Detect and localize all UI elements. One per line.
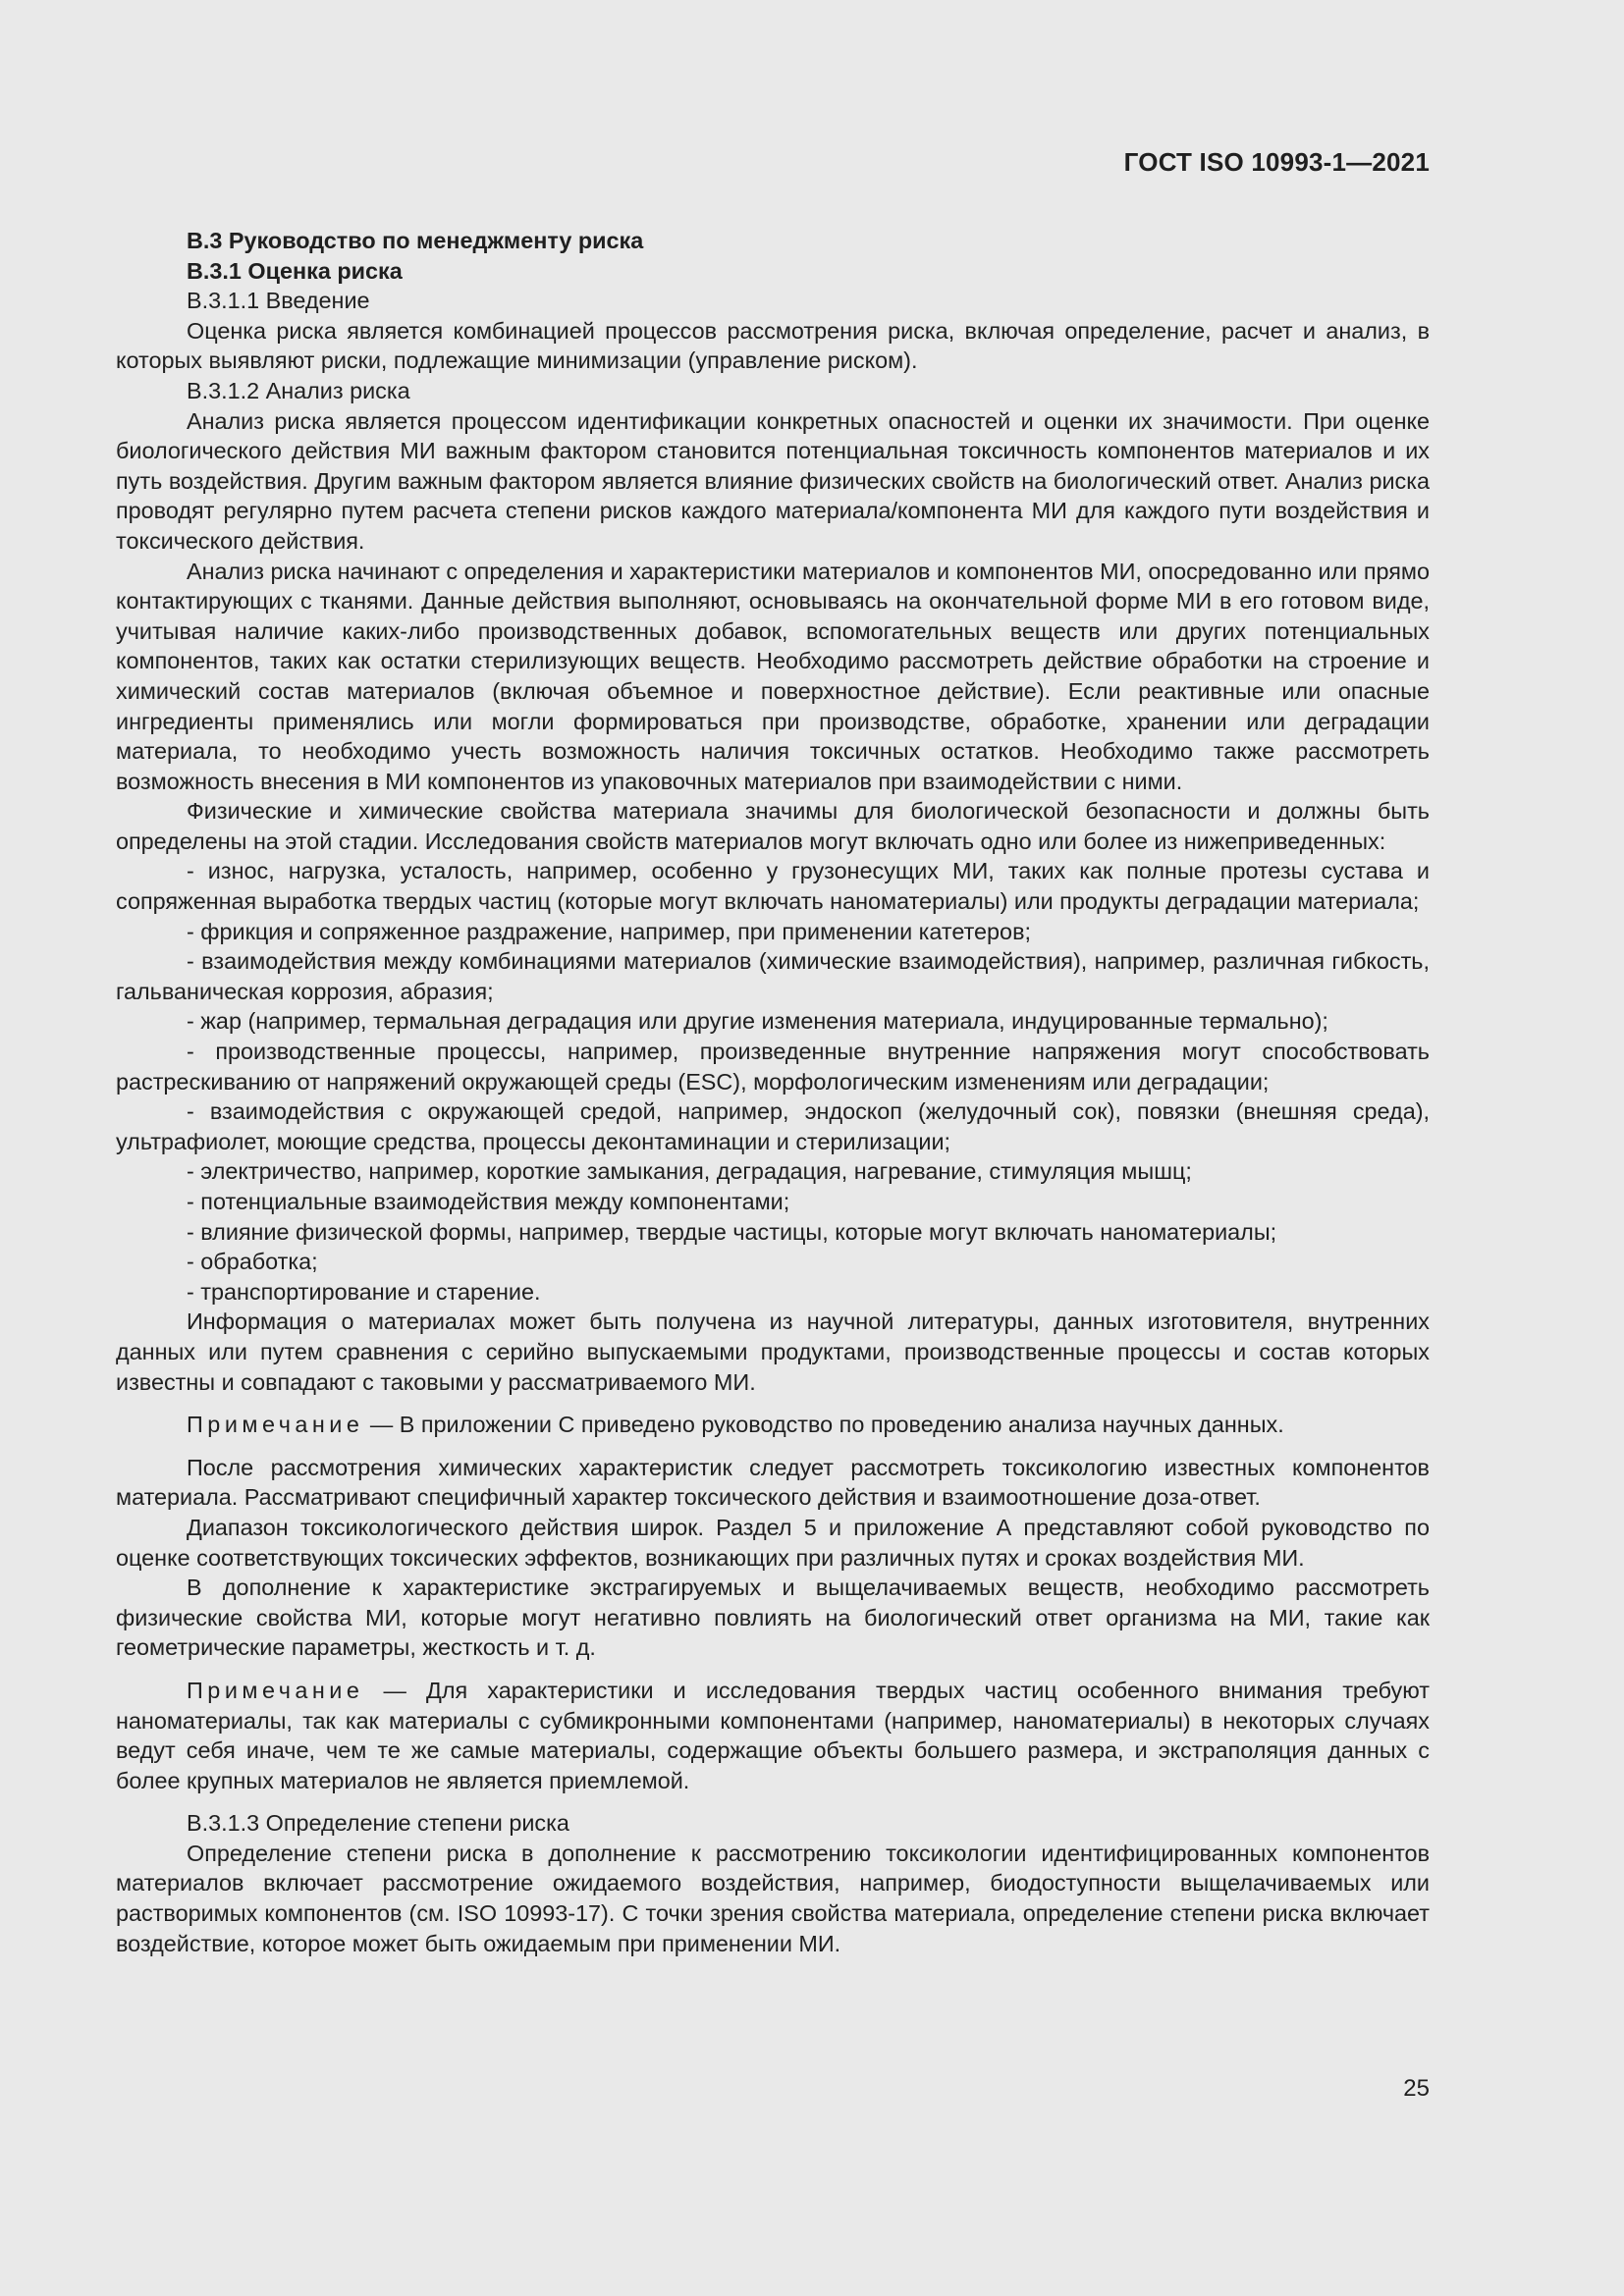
- bullet-item: - потенциальные взаимодействия между компонентами;: [187, 1189, 790, 1214]
- note-label: Примечание: [187, 1677, 364, 1703]
- analysis-paragraph-3: Физические и химические свойства материала значимы для биологической безопасности и должны быть определены на этой стадии. Исследования свойств материалов могут включать одно или более из нижеприведенных:: [116, 798, 1430, 854]
- subsection-title: В.3.1 Оценка риска: [187, 257, 403, 284]
- estimation-heading: В.3.1.3 Определение степени риска: [187, 1810, 569, 1837]
- bullet-item: - электричество, например, короткие замыкания, деградация, нагревание, стимуляция мышц;: [187, 1158, 1192, 1185]
- note-1-text: — В приложении С приведено руководство по проведению анализа научных данных.: [363, 1412, 1284, 1438]
- bullet-item: - транспортирование и старение.: [187, 1278, 541, 1305]
- intro-heading: В.3.1.1 Введение: [187, 288, 370, 314]
- note-1: [116, 1410, 1430, 1440]
- note-2: [116, 1676, 1430, 1795]
- bullet-item: - производственные процессы, например, произведенные внутренние напряжения могут способствовать растрескиванию от напряжений окружающей среды (ESC), морфологическим изменениям или деградации;: [116, 1039, 1430, 1095]
- page-number: 25: [1403, 2075, 1430, 2102]
- page-content: [116, 226, 1430, 1958]
- note-label: Примечание: [187, 1412, 364, 1438]
- intro-paragraph: Оценка риска является комбинацией процессов рассмотрения риска, включая определение, расчет и анализ, в которых выявляют риски, подлежащие минимизации (управление риском).: [116, 317, 1430, 374]
- standard-header: ГОСТ ISO 10993-1—2021: [1123, 147, 1430, 177]
- section-title: В.3 Руководство по менеджменту риска: [187, 228, 644, 253]
- bullet-item: - износ, нагрузка, усталость, например, особенно у грузонесущих МИ, таких как полные протезы сустава и сопряженная выработка твердых частиц (которые могут включать наноматериалы) или продукты деградации материала;: [116, 858, 1430, 915]
- analysis-heading: В.3.1.2 Анализ риска: [187, 377, 410, 403]
- analysis-paragraph-7: В дополнение к характеристике экстрагируемых и выщелачиваемых веществ, необходимо рассмотреть физические свойства МИ, которые могут негативно повлиять на биологический ответ организма на МИ, такие как геометрические параметры, жесткость и т. д.: [116, 1575, 1430, 1661]
- bullet-item: - фрикция и сопряженное раздражение, например, при применении катетеров;: [187, 918, 1031, 944]
- analysis-paragraph-5: После рассмотрения химических характеристик следует рассмотреть токсикологию известных компонентов материала. Рассматривают специфичный характер токсического действия и взаимоотношение доза-ответ.: [116, 1454, 1430, 1511]
- bullet-item: - взаимодействия с окружающей средой, например, эндоскоп (желудочный сок), повязки (внешняя среда), ультрафиолет, моющие средства, процессы деконтаминации и стерилизации;: [116, 1098, 1430, 1154]
- analysis-paragraph-4: Информация о материалах может быть получена из научной литературы, данных изготовителя, внутренних данных или путем сравнения с серийно выпускаемыми продуктами, производственные процессы и состав которых известны и совпадают с таковыми у рассматриваемого МИ.: [116, 1308, 1430, 1395]
- bullet-item: - обработка;: [187, 1249, 318, 1275]
- analysis-paragraph-2: Анализ риска начинают с определения и характеристики материалов и компонентов МИ, опосредованно или прямо контактирующих с тканями. Данные действия выполняют, основываясь на окончательной форме МИ в его готовом виде, учитывая наличие каких-либо производственных добавок, вспомогательных веществ или других потенциальных компонентов, таких как остатки стерилизующих веществ. Необходимо рассмотреть действие обработки на строение и химический состав материалов (включая объемное и поверхностное действие). Если реактивные или опасные ингредиенты применялись или могли формироваться при производстве, обработке, хранении или деградации материала, то необходимо учесть возможность наличия токсичных остатков. Необходимо также рассмотреть возможность внесения в МИ компонентов из упаковочных материалов при взаимодействии с ними.: [116, 558, 1430, 794]
- bullet-item: - влияние физической формы, например, твердые частицы, которые могут включать наноматериалы;: [187, 1218, 1277, 1245]
- analysis-paragraph-6: Диапазон токсикологического действия широк. Раздел 5 и приложение А представляют собой руководство по оценке соответствующих токсических эффектов, возникающих при различных путях и сроках воздействия МИ.: [116, 1514, 1430, 1571]
- analysis-paragraph-1: Анализ риска является процессом идентификации конкретных опасностей и оценки их значимости. При оценке биологического действия МИ важным фактором становится потенциальная токсичность компонентов материалов и их путь воздействия. Другим важным фактором является влияние физических свойств на биологический ответ. Анализ риска проводят регулярно путем расчета степени рисков каждого материала/компонента МИ для каждого пути воздействия и токсического действия.: [116, 407, 1430, 554]
- bullet-item: - взаимодействия между комбинациями материалов (химические взаимодействия), например, различная гибкость, гальваническая коррозия, абразия;: [116, 948, 1430, 1004]
- bullet-item: - жар (например, термальная деградация или другие изменения материала, индуцированные термально);: [187, 1008, 1328, 1035]
- note-2-text: — Для характеристики и исследования твердых частиц особенного внимания требуют наноматериалы, так как материалы с субмикронными компонентами (например, наноматериалы) в некоторых случаях ведут себя иначе, чем те же самые материалы, содержащие объекты большего размера, и экстраполяция данных с более крупных материалов не является приемлемой.: [116, 1677, 1430, 1793]
- estimation-paragraph: Определение степени риска в дополнение к рассмотрению токсикологии идентифицированных компонентов материалов включает рассмотрение ожидаемого воздействия, например, биодоступности выщелачиваемых или растворимых компонентов (см. ISO 10993-17). С точки зрения свойства материала, определение степени риска включает воздействие, которое может быть ожидаемым при применении МИ.: [116, 1840, 1430, 1956]
